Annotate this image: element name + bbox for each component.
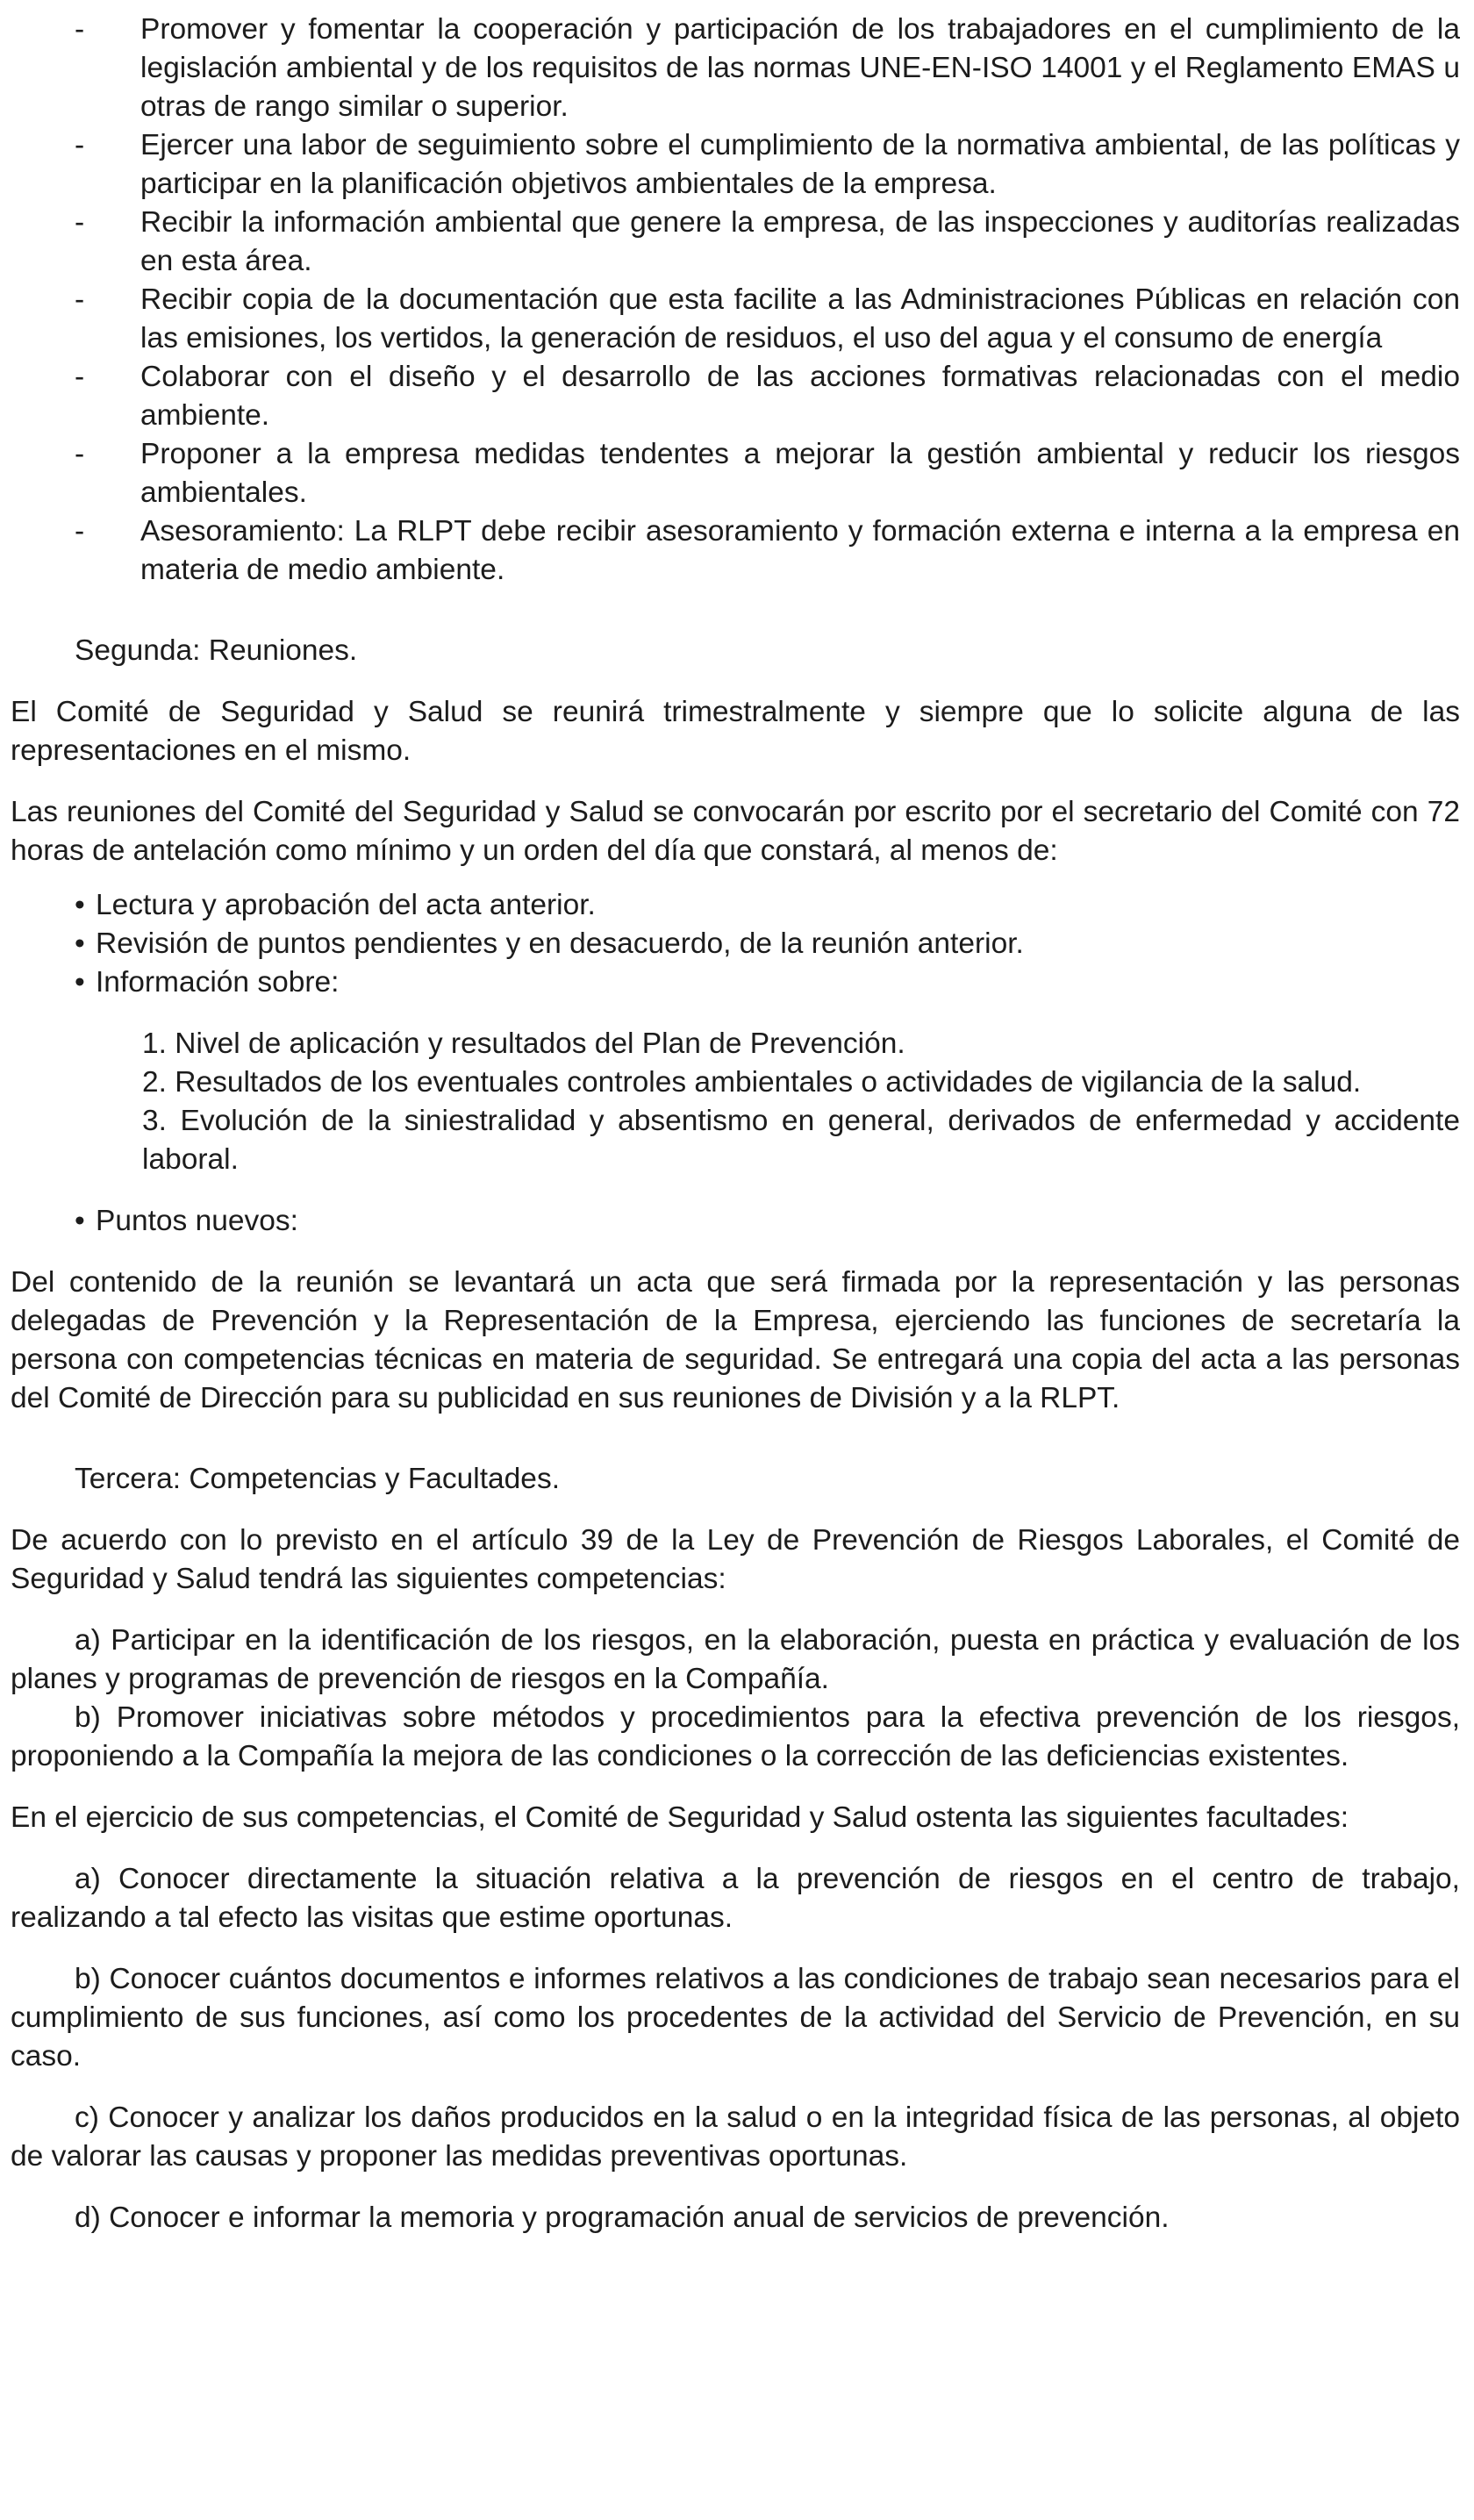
list-item-text: Promover y fomentar la cooperación y participación de los trabajadores en el cumplimiento de la legislación ambiental y de los requisitos de las normas UNE-EN-ISO 14001 y el Reglamento EMAS u otras de rango similar o superior. — [140, 13, 1460, 123]
facultad-item: a) Conocer directamente la situación relativa a la prevención de riesgos en el centro de trabajo, realizando a tal efecto las visitas que estime oportunas. — [11, 1863, 1460, 1934]
dash-marker: - — [75, 206, 85, 239]
numbered-item: 2. Resultados de los eventuales controles ambientales o actividades de vigilancia de la salud. — [142, 1066, 1362, 1099]
dash-marker: - — [75, 361, 85, 393]
agenda-item — [75, 886, 1460, 925]
agenda-list — [11, 886, 1460, 1002]
list-item — [11, 512, 1460, 590]
new-points-list — [11, 1202, 1460, 1241]
facultad-item: c) Conocer y analizar los daños producidos en la salud o en la integridad física de las personas, al objeto de valorar las causas y proponer las medidas preventivas oportunas. — [11, 2101, 1460, 2173]
agenda-item-text: Revisión de puntos pendientes y en desacuerdo, de la reunión anterior. — [96, 927, 1024, 960]
paragraph: Del contenido de la reunión se levantará un acta que será firmada por la representación y las personas delegadas de Prevención y la Representación de la Empresa, ejerciendo las funciones de secretaría la persona con competencias técnicas en materia de seguridad. Se entregará una copia del acta a las personas del Comité de Dirección para su publicidad en sus reuniones de División y a la RLPT. — [11, 1266, 1460, 1414]
dash-marker: - — [75, 515, 85, 548]
bullet-icon: • — [75, 966, 85, 999]
paragraph: De acuerdo con lo previsto en el artículo 39 de la Ley de Prevención de Riesgos Laborales, el Comité de Seguridad y Salud tendrá las siguientes competencias: — [11, 1524, 1460, 1595]
dash-marker: - — [75, 129, 85, 161]
list-item — [11, 281, 1460, 358]
bullet-icon: • — [75, 927, 85, 960]
list-item-text: Colaborar con el diseño y el desarrollo de las acciones formativas relacionadas con el medio ambiente. — [140, 361, 1460, 432]
list-item — [11, 204, 1460, 281]
list-item-text: Recibir copia de la documentación que esta facilite a las Administraciones Públicas en relación con las emisiones, los vertidos, la generación de residuos, el uso del agua y el consumo de energía — [140, 283, 1460, 354]
agenda-item-text: Información sobre: — [96, 966, 340, 999]
paragraph: En el ejercicio de sus competencias, el Comité de Seguridad y Salud ostenta las siguientes facultades: — [11, 1801, 1349, 1834]
section-heading-second: Segunda: Reuniones. — [75, 634, 358, 667]
competencia-item: a) Participar en la identificación de los riesgos, en la elaboración, puesta en práctica y evaluación de los planes y programas de prevención de riesgos en la Compañía. — [11, 1624, 1460, 1695]
numbered-item: 3. Evolución de la siniestralidad y absentismo en general, derivados de enfermedad y accidente laboral. — [142, 1105, 1460, 1176]
agenda-item-text: Puntos nuevos: — [96, 1205, 298, 1237]
list-item-text: Recibir la información ambiental que genere la empresa, de las inspecciones y auditorías realizadas en esta área. — [140, 206, 1460, 277]
agenda-item — [75, 1202, 1460, 1241]
dash-marker: - — [75, 438, 85, 470]
paragraph: El Comité de Seguridad y Salud se reunirá trimestralmente y siempre que lo solicite alguna de las representaciones en el mismo. — [11, 696, 1460, 767]
info-numbered-list — [11, 1025, 1460, 1179]
dash-marker: - — [75, 283, 85, 316]
list-item — [11, 435, 1460, 512]
facultad-item: d) Conocer e informar la memoria y programación anual de servicios de prevención. — [75, 2201, 1170, 2234]
list-item — [11, 11, 1460, 126]
bullet-icon: • — [75, 1205, 85, 1237]
list-item-text: Ejercer una labor de seguimiento sobre el cumplimiento de la normativa ambiental, de las políticas y participar en la planificación objetivos ambientales de la empresa. — [140, 129, 1460, 200]
numbered-item: 1. Nivel de aplicación y resultados del Plan de Prevención. — [142, 1027, 905, 1060]
facultad-item: b) Conocer cuántos documentos e informes relativos a las condiciones de trabajo sean necesarios para el cumplimiento de sus funciones, así como los procedentes de la actividad del Servicio de Prevención, en su caso. — [11, 1963, 1460, 2073]
functions-list — [11, 11, 1460, 590]
competencia-item: b) Promover iniciativas sobre métodos y procedimientos para la efectiva prevención de los riesgos, proponiendo a la Compañía la mejora de las condiciones o la corrección de las deficiencias existentes. — [11, 1701, 1460, 1772]
agenda-item — [75, 925, 1460, 963]
agenda-item-text: Lectura y aprobación del acta anterior. — [96, 889, 596, 921]
section-heading-third: Tercera: Competencias y Facultades. — [75, 1463, 560, 1495]
list-item-text: Asesoramiento: La RLPT debe recibir asesoramiento y formación externa e interna a la empresa en materia de medio ambiente. — [140, 515, 1460, 586]
list-item — [11, 126, 1460, 204]
agenda-item — [75, 963, 1460, 1002]
list-item — [11, 358, 1460, 435]
paragraph: Las reuniones del Comité del Seguridad y Salud se convocarán por escrito por el secretario del Comité con 72 horas de antelación como mínimo y un orden del día que constará, al menos de: — [11, 796, 1460, 867]
list-item-text: Proponer a la empresa medidas tendentes a mejorar la gestión ambiental y reducir los riesgos ambientales. — [140, 438, 1460, 509]
bullet-icon: • — [75, 889, 85, 921]
dash-marker: - — [75, 13, 85, 46]
